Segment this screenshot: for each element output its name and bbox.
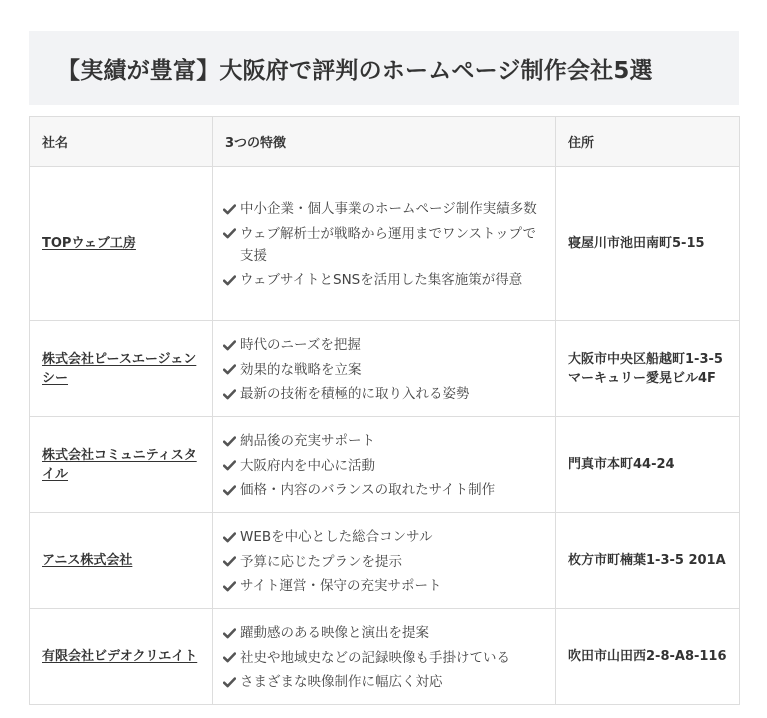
feature-text: ウェブ解析士が戦略から運用までワンストップで支援 [240,225,537,264]
feature-list [223,526,543,597]
features-cell [213,417,556,513]
feature-text: 中小企業・個人事業のホームページ制作実績多数 [240,201,537,217]
column-header-features: 3つの特徴 [213,117,556,167]
table-row [30,417,740,513]
company-link[interactable]: 株式会社コミュニティスタイル [42,447,197,482]
company-name-cell [30,167,213,321]
feature-text: 効果的な戦略を立案 [240,361,362,378]
features-cell [213,167,556,321]
check-icon [223,575,239,597]
address-cell: 大阪市中央区船越町1-3-5 マーキュリー愛晃ビル4F [556,321,740,417]
feature-text: 価格・内容のバランスの取れたサイト制作 [240,482,496,498]
check-icon [223,383,239,405]
feature-item [223,334,543,356]
table-header-row [30,117,740,167]
check-icon [223,430,239,452]
check-icon [223,551,239,573]
feature-item [223,551,543,573]
feature-item [223,622,543,644]
address-cell: 吹田市山田西2-8-A8-116 [556,609,740,705]
company-name-cell [30,513,213,609]
features-cell [213,609,556,705]
feature-item [223,647,543,669]
feature-item [223,671,543,693]
feature-text: 予算に応じたプランを提示 [240,553,402,570]
check-icon [223,647,239,669]
features-cell [213,321,556,417]
check-icon [223,223,239,245]
company-table [29,116,740,705]
company-link[interactable]: 有限会社ビデオクリエイト [42,649,198,664]
check-icon [223,671,239,693]
check-icon [223,359,239,381]
address-cell: 寝屋川市池田南町5-15 [556,167,740,321]
company-name-cell [30,321,213,417]
column-header-name: 社名 [30,117,213,167]
column-header-address: 住所 [556,117,740,167]
table-row [30,167,740,321]
check-icon [223,526,239,548]
feature-list [223,430,543,501]
table-row [30,513,740,609]
company-link[interactable]: TOPウェブ工房 [42,236,136,251]
feature-text: 社史や地域史などの記録映像も手掛けている [240,649,510,666]
feature-text: 納品後の充実サポート [240,433,375,449]
feature-item [223,479,543,501]
feature-item [223,430,543,452]
feature-list [223,334,543,405]
company-name-cell [30,417,213,513]
feature-text: サイト運営・保守の充実サポート [240,578,442,594]
company-name-cell [30,609,213,705]
feature-list [223,198,543,291]
check-icon [223,622,239,644]
feature-item [223,526,543,548]
feature-item [223,269,543,291]
table-row [30,321,740,417]
feature-text: 最新の技術を積極的に取り入れる姿勢 [240,386,470,402]
company-link[interactable]: アニス株式会社 [42,553,133,568]
feature-item [223,575,543,597]
check-icon [223,455,239,477]
feature-item [223,383,543,405]
page-heading: 【実績が豊富】大阪府で評判のホームページ制作会社5選 [29,31,739,105]
feature-item [223,455,543,477]
feature-text: 大阪府内を中心に活動 [240,457,375,474]
feature-item [223,223,543,267]
company-link[interactable]: 株式会社ピースエージェンシー [42,351,197,386]
feature-text: 時代のニーズを把握 [240,337,361,353]
features-cell [213,513,556,609]
feature-list [223,622,543,693]
feature-item [223,198,543,220]
feature-text: 躍動感のある映像と演出を提案 [240,625,429,641]
check-icon [223,269,239,291]
feature-item [223,359,543,381]
address-cell: 枚方市町楠葉1-3-5 201A [556,513,740,609]
feature-text: さまざまな映像制作に幅広く対応 [240,674,443,690]
table-row [30,609,740,705]
address-cell: 門真市本町44-24 [556,417,740,513]
check-icon [223,198,239,220]
check-icon [223,479,239,501]
feature-text: ウェブサイトとSNSを活用した集客施策が得意 [240,272,523,288]
feature-text: WEBを中心とした総合コンサル [240,529,433,545]
check-icon [223,334,239,356]
